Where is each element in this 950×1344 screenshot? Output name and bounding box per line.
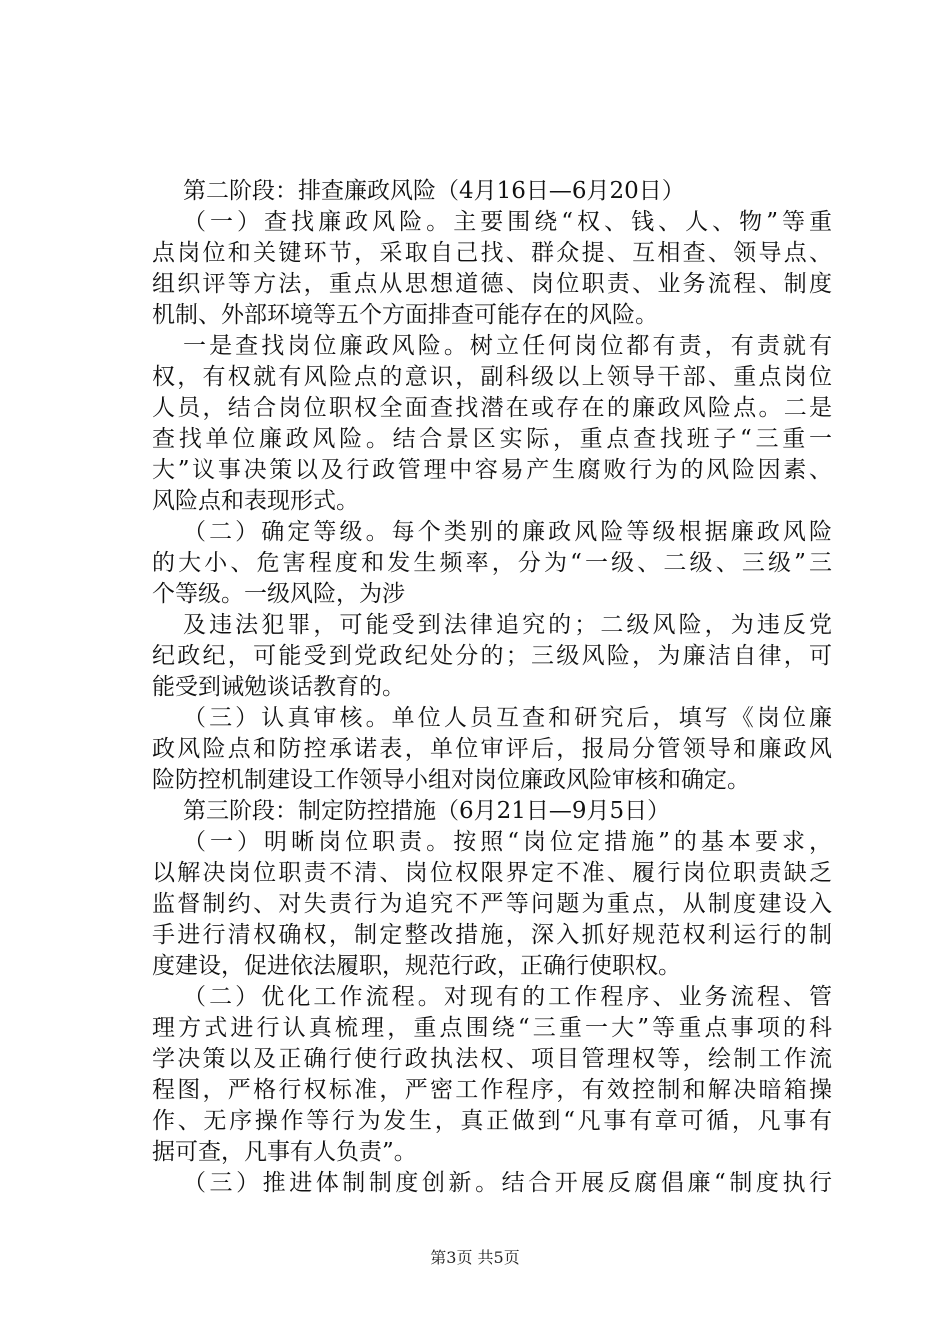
paragraph-line: 度建设，促进依法履职，规范行政，正确行使职权。: [152, 953, 681, 979]
paragraph-line: 纪政纪，可能受到党政纪处分的；三级风险，为廉洁自律，可: [152, 643, 832, 669]
paragraph-line: 机制、外部环境等五个方面排查可能存在的风险。: [152, 302, 658, 328]
paragraph-line: 人员，结合岗位职权全面查找潜在或存在的廉政风险点。二是: [152, 395, 832, 421]
paragraph-line: 程图，严格行权标准，严密工作程序，有效控制和解决暗箱操: [152, 1077, 832, 1103]
paragraph-line: 风险点和表现形式。: [152, 488, 359, 514]
paragraph-line: 以解决岗位职责不清、岗位权限界定不准、履行岗位职责缺乏: [152, 860, 832, 886]
paragraph-line: （二）优化工作流程。对现有的工作程序、业务流程、管: [183, 984, 832, 1010]
page-number-footer: 第3页 共5页: [430, 1248, 520, 1267]
paragraph-line: （二）确定等级。每个类别的廉政风险等级根据廉政风险: [183, 519, 832, 545]
paragraph-line: 查找单位廉政风险。结合景区实际，重点查找班子“三重一: [152, 426, 832, 452]
paragraph-line: 监督制约、对失责行为追究不严等问题为重点，从制度建设入: [152, 891, 832, 917]
paragraph-line: 一是查找岗位廉政风险。树立任何岗位都有责，有责就有: [183, 333, 832, 359]
paragraph-line: 及违法犯罪，可能受到法律追究的；二级风险，为违反党: [183, 612, 832, 638]
paragraph-line: （三）推进体制制度创新。结合开展反腐倡廉“制度执行: [183, 1170, 832, 1196]
paragraph-line: 个等级。一级风险，为涉: [152, 581, 405, 607]
paragraph-line: 的大小、危害程度和发生频率，分为“一级、二级、三级”三: [152, 550, 832, 576]
paragraph-line: 组织评等方法，重点从思想道德、岗位职责、业务流程、制度: [152, 271, 832, 297]
paragraph-line: 学决策以及正确行使行政执法权、项目管理权等，绘制工作流: [152, 1046, 832, 1072]
stage-three-heading: 第三阶段：制定防控措施（6月21日—9月5日）: [183, 798, 671, 824]
paragraph-line: 手进行清权确权，制定整改措施，深入抓好规范权利运行的制: [152, 922, 832, 948]
paragraph-line: （一）查找廉政风险。主要围绕“权、钱、人、物”等重: [183, 209, 832, 235]
stage-two-heading: 第二阶段：排查廉政风险（4月16日—6月20日）: [183, 178, 685, 204]
paragraph-line: （一）明晰岗位职责。按照“岗位定措施”的基本要求，: [183, 829, 832, 855]
paragraph-line: 政风险点和防控承诺表，单位审评后，报局分管领导和廉政风: [152, 736, 832, 762]
paragraph-line: 能受到诫勉谈话教育的。: [152, 674, 405, 700]
paragraph-line: 险防控机制建设工作领导小组对岗位廉政风险审核和确定。: [152, 767, 750, 793]
paragraph-line: 理方式进行认真梳理，重点围绕“三重一大”等重点事项的科: [152, 1015, 832, 1041]
paragraph-line: 权，有权就有风险点的意识，副科级以上领导干部、重点岗位: [152, 364, 832, 390]
paragraph-line: 据可查，凡事有人负责”。: [152, 1139, 417, 1165]
paragraph-line: 大”议事决策以及行政管理中容易产生腐败行为的风险因素、: [152, 457, 832, 483]
paragraph-line: 作、无序操作等行为发生，真正做到“凡事有章可循，凡事有: [152, 1108, 832, 1134]
paragraph-line: （三）认真审核。单位人员互查和研究后，填写《岗位廉: [183, 705, 832, 731]
paragraph-line: 点岗位和关键环节，采取自己找、群众提、互相查、领导点、: [152, 240, 832, 266]
